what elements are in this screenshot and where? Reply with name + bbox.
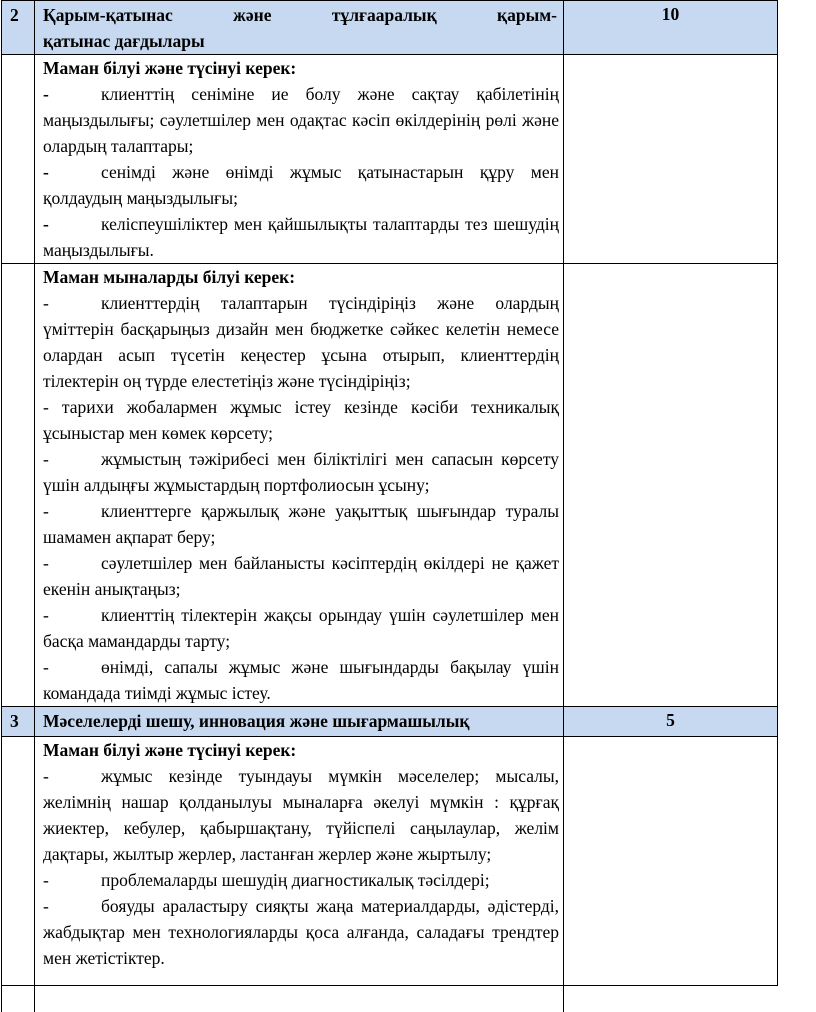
section-2-header-row — [2, 1, 778, 55]
list-dash: - — [43, 867, 101, 893]
block-2-item — [43, 602, 559, 654]
section-2-points: 10 — [564, 1, 778, 55]
list-dash: - — [43, 550, 101, 576]
block-1-item-text: келіспеушіліктер мен қайшылықты талаптарды тез шешудің маңыздылығы. — [43, 214, 559, 260]
list-dash: - — [43, 81, 101, 107]
block-2-item-text: клиенттерге қаржылық және уақыттық шығындар туралы шамамен ақпарат беру; — [43, 501, 559, 547]
empty-points-cell — [564, 264, 778, 707]
section-3-knowledge-cell — [35, 737, 564, 986]
block-2-item — [43, 550, 559, 602]
block-3-heading: Маман білуі және түсінуі керек: — [43, 737, 559, 763]
block-2-item-text: жұмыстың тәжірибесі мен біліктілігі мен сапасын көрсету үшін алдыңғы жұмыстардың портфолиосын ұсыну; — [43, 449, 559, 495]
section-2-title-line1: Қарым-қатынас және тұлғааралық қарым- — [43, 2, 557, 28]
section-3-number: 3 — [2, 707, 35, 737]
empty-points-cell — [564, 55, 778, 264]
block-1-item — [43, 81, 559, 159]
skills-table — [1, 0, 778, 1012]
section-3-header-row — [2, 707, 778, 737]
trailing-row — [2, 986, 778, 1012]
empty-number-cell — [2, 264, 35, 707]
list-dash: - — [43, 159, 101, 185]
empty-number-cell — [2, 55, 35, 264]
block-3-item-text: жұмыс кезінде туындауы мүмкін мәселелер; мысалы, желімнің нашар қолданылуы мыналарға әкелуі мүмкін : құрғақ жиектер, кебулер, қабыршақтану, түйіспелі саңылаулар, желім дақтары, жылтыр жерлер, ластанған жерлер және жыртылу; — [43, 766, 559, 864]
block-2-item — [43, 654, 559, 706]
trailing-body-cell — [35, 986, 564, 1012]
section-2-skills-row — [2, 264, 778, 707]
block-1-item-text: сенімді және өнімді жұмыс қатынастарын құру мен қолдаудың маңыздылығы; — [43, 162, 559, 208]
block-3-item — [43, 893, 559, 971]
section-3-knowledge-row — [2, 737, 778, 986]
section-2-knowledge-cell — [35, 55, 564, 264]
block-3-item — [43, 763, 559, 867]
block-3-item — [43, 867, 559, 893]
section-3-title: Мәселелерді шешу, инновация және шығармашылық — [35, 707, 564, 737]
block-2-item-text: - тарихи жобалармен жұмыс істеу кезінде кәсіби техникалық ұсыныстар мен көмек көрсету; — [43, 397, 559, 443]
block-1-item — [43, 211, 559, 263]
block-1-heading: Маман білуі және түсінуі керек: — [43, 55, 559, 81]
section-2-title-line2: қатынас дағдылары — [43, 28, 557, 54]
block-1-item-text: клиенттің сеніміне ие болу және сақтау қабілетінің маңыздылығы; сәулетшілер мен одақтас кәсіп өкілдерінің рөлі және олардың талаптары; — [43, 84, 559, 156]
empty-points-cell — [564, 737, 778, 986]
trailing-points-cell — [564, 986, 778, 1012]
list-dash: - — [43, 763, 101, 789]
block-2-item — [43, 394, 559, 446]
block-2-item-text: клиенттердің талаптарын түсіндіріңіз және олардың үміттерін басқарыңыз дизайн мен бюджетке сәйкес келетін немесе олардан асып түсетін кеңестер ұсына отырып, клиенттердің тілектерін оң түрде елестетіңіз және түсіндіріңіз; — [43, 293, 559, 391]
block-3-item-text: проблемаларды шешудің диагностикалық тәсілдері; — [101, 870, 490, 890]
block-2-item-text: сәулетшілер мен байланысты кәсіптердің өкілдері не қажет екенін анықтаңыз; — [43, 553, 559, 599]
section-2-skills-cell — [35, 264, 564, 707]
block-3-item-text: бояуды араластыру сияқты жаңа материалдарды, әдістерді, жабдықтар мен технологияларды қоса алғанда, саладағы трендтер мен жетістіктер. — [43, 896, 559, 968]
block-1-item — [43, 159, 559, 211]
empty-number-cell — [2, 737, 35, 986]
section-2-knowledge-row — [2, 55, 778, 264]
list-dash: - — [43, 602, 101, 628]
list-dash: - — [43, 290, 101, 316]
block-2-item-text: клиенттің тілектерін жақсы орындау үшін сәулетшілер мен басқа мамандарды тарту; — [43, 605, 559, 651]
list-dash: - — [43, 654, 101, 680]
section-2-number: 2 — [2, 1, 35, 55]
list-dash: - — [43, 211, 101, 237]
block-2-item — [43, 498, 559, 550]
list-dash: - — [43, 498, 101, 524]
block-2-item — [43, 290, 559, 394]
block-2-item-text: өнімді, сапалы жұмыс және шығындарды бақылау үшін командада тиімді жұмыс істеу. — [43, 657, 559, 703]
section-2-title — [35, 1, 564, 55]
block-2-heading: Маман мыналарды білуі керек: — [43, 264, 559, 290]
section-3-points: 5 — [564, 707, 778, 737]
block-2-item — [43, 446, 559, 498]
trailing-number-cell — [2, 986, 35, 1012]
list-dash: - — [43, 893, 101, 919]
list-dash: - — [43, 446, 101, 472]
